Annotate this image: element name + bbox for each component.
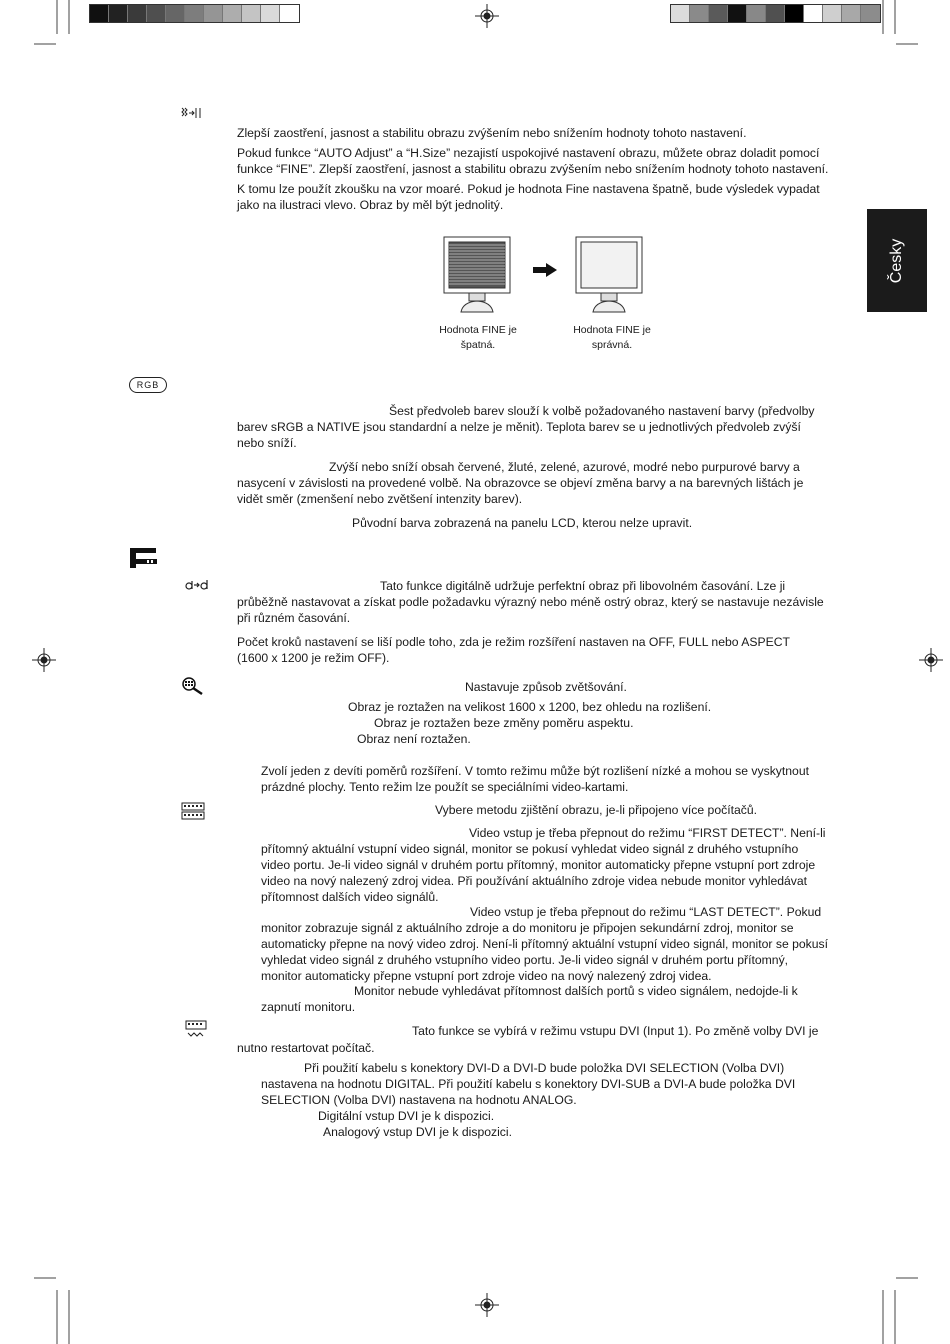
dvi-auto-text: SELECTION (Volba DVI) nastavena na hodnotu ANALOG. bbox=[261, 1093, 577, 1107]
color-native-text: Původní barva zobrazená na panelu LCD, kterou nelze upravit. bbox=[352, 516, 693, 530]
first-detect-text: Video vstup je třeba přepnout do režimu “FIRST DETECT”. Není-li bbox=[469, 826, 826, 840]
color-rgb-text: Zvýší nebo sníží obsah červené, žluté, zelené, azurové, modré nebo purpurové barvy a bbox=[329, 460, 800, 474]
color-rgb-text: vidět směr (zmenšení nebo zvětšení intenzity barev). bbox=[237, 492, 523, 506]
dvi-digital-text: Digitální vstup DVI je k dispozici. bbox=[318, 1109, 495, 1123]
expansion-custom-text: prázdné plochy. Tento režim lze použít se speciálními video-kartami. bbox=[261, 780, 629, 794]
first-detect-text: video na nový nalezený zdroj videa. Při používání aktuálního zdroje videa nebude monitor vyhledávat bbox=[261, 874, 808, 888]
video-detect-text: Vybere metodu zjištění obrazu, je-li připojeno více počítačů. bbox=[435, 803, 758, 817]
registration-mark-top bbox=[475, 4, 499, 28]
fine-text-line: K tomu lze použít zkoušku na vzor moaré. Pokud je hodnota Fine nastavena špatně, bude výsledek vypadat bbox=[237, 182, 820, 196]
video-detect-icon bbox=[181, 802, 207, 820]
dvi-selection-text: Tato funkce se vybírá v režimu vstupu DVI (Input 1). Po změně volby DVI je bbox=[412, 1024, 819, 1038]
fine-icon bbox=[180, 106, 202, 120]
expansion-custom-text: Zvolí jeden z devíti poměrů rozšíření. V tomto režimu může být rozlišení nízké a mohou se vyskytnout bbox=[261, 764, 809, 778]
sharpness-text: Tato funkce digitálně udržuje perfektní obraz při libovolném časování. Lze ji bbox=[380, 579, 786, 593]
sharpness-icon bbox=[184, 577, 210, 591]
caption-bad-line: špatná. bbox=[460, 339, 496, 351]
sharpness-steps-text: (1600 x 1200 je režim OFF). bbox=[237, 651, 390, 665]
caption-good-line: správná. bbox=[591, 339, 633, 351]
last-detect-text: vyhledat video signál z druhého vstupního video portu. Je-li video signál v druhém portu přítomný, bbox=[261, 953, 789, 967]
monitor-bad-illustration bbox=[443, 236, 513, 316]
registration-mark-left bbox=[32, 648, 56, 672]
dvi-selection-icon bbox=[185, 1020, 209, 1038]
expansion-off-text: Obraz není roztažen. bbox=[357, 732, 471, 746]
color-presets-text: nebo sníží. bbox=[237, 436, 297, 450]
monitor-good-illustration bbox=[575, 236, 645, 316]
registration-mark-right bbox=[919, 648, 943, 672]
first-detect-text: video portu. Je-li video signál v druhém portu přítomný, monitor automaticky přepne vstupní port zdroje bbox=[261, 858, 816, 872]
sharpness-steps-text: Počet kroků nastavení se liší podle toho, zda je režim rozšíření nastaven na OFF, FULL nebo ASPECT bbox=[237, 635, 790, 649]
caption-bad-line: Hodnota FINE je bbox=[439, 324, 517, 336]
fine-text-line: funkce “FINE”. Zlepší zaostření, jasnost a stabilitu obrazu zvýšením nebo snížením hodnoty tohoto nastavení. bbox=[237, 162, 829, 176]
first-detect-text: přítomnost dalších video signálů. bbox=[261, 890, 439, 904]
last-detect-text: monitor zobrazuje signál z aktuálního zdroje a do monitoru je připojen sekundární zdroj, monitor se bbox=[261, 921, 794, 935]
last-detect-text: monitor automaticky přepne vstupní port zdroje video na nový nalezený zdroj videa. bbox=[261, 969, 712, 983]
last-detect-text: Video vstup je třeba přepnout do režimu “LAST DETECT”. Pokud bbox=[470, 905, 822, 919]
rgb-icon-text: RGB bbox=[136, 380, 160, 390]
fine-description: Zlepší zaostření, jasnost a stabilitu obrazu zvýšením nebo snížením hodnoty tohoto nastavení. bbox=[237, 126, 747, 140]
tools-icon bbox=[129, 545, 159, 569]
fine-text-line: Pokud funkce “AUTO Adjust” a “H.Size” nezajistí uspokojivé nastavení obrazu, můžete obraz doladit pomocí bbox=[237, 146, 820, 160]
color-presets-text: Šest předvoleb barev slouží k volbě požadovaného nastavení barvy (předvolby bbox=[389, 404, 815, 418]
language-tab-label: Česky bbox=[888, 238, 905, 283]
dvi-auto-text: nastavena na hodnotu DIGITAL. Při použití kabelu s konektory DVI-SUB a DVI-A bude položka DVI bbox=[261, 1077, 796, 1091]
sharpness-text: při různém časování. bbox=[237, 611, 351, 625]
arrow-right-icon bbox=[532, 262, 558, 278]
dvi-auto-text: Při použití kabelu s konektory DVI-D a DVI-D bude položka DVI SELECTION (Volba DVI) bbox=[304, 1061, 785, 1075]
last-detect-text: automaticky přepne na nový video zdroj. Není-li přítomný aktuální vstupní video signál, monitor se pokusí bbox=[261, 937, 829, 951]
first-detect-text: přítomný aktuální vstupní video signál, monitor se pokusí vyhledat video signál z druhého vstupního bbox=[261, 842, 799, 856]
sharpness-text: průběžně nastavovat a získat podle požadavku výrazný nebo méně ostrý obraz, který se nastavuje nezávisle bbox=[237, 595, 824, 609]
dvi-analog-text: Analogový vstup DVI je k dispozici. bbox=[323, 1125, 512, 1139]
color-rgb-text: nasycení v závislosti na provedené volbě. Na obrazovce se objeví změna barvy a na barevných lištách je bbox=[237, 476, 804, 490]
expansion-text: Nastavuje způsob zvětšování. bbox=[465, 680, 627, 694]
color-presets-text: barev sRGB a NATIVE jsou standardní a nelze je měnit). Teplota barev se u jednotlivých předvoleb zvýší bbox=[237, 420, 801, 434]
none-detect-text: Monitor nebude vyhledávat přítomnost dalších portů s video signálem, nedojde-li k bbox=[354, 984, 798, 998]
rgb-icon bbox=[129, 377, 167, 393]
caption-bad bbox=[423, 323, 533, 353]
fine-text-line: jako na ilustraci vlevo. Obraz by měl být jednolitý. bbox=[237, 198, 504, 212]
caption-good-line: Hodnota FINE je bbox=[573, 324, 651, 336]
expansion-aspect-text: Obraz je roztažen beze změny poměru aspektu. bbox=[374, 716, 634, 730]
none-detect-text: zapnutí monitoru. bbox=[261, 1000, 356, 1014]
registration-mark-bottom bbox=[475, 1293, 499, 1317]
language-tab bbox=[867, 209, 927, 312]
dvi-selection-text: nutno restartovat počítač. bbox=[237, 1041, 375, 1055]
magnifier-icon bbox=[180, 676, 206, 696]
expansion-full-text: Obraz je roztažen na velikost 1600 x 1200, bez ohledu na rozlišení. bbox=[348, 700, 712, 714]
caption-good bbox=[557, 323, 667, 353]
